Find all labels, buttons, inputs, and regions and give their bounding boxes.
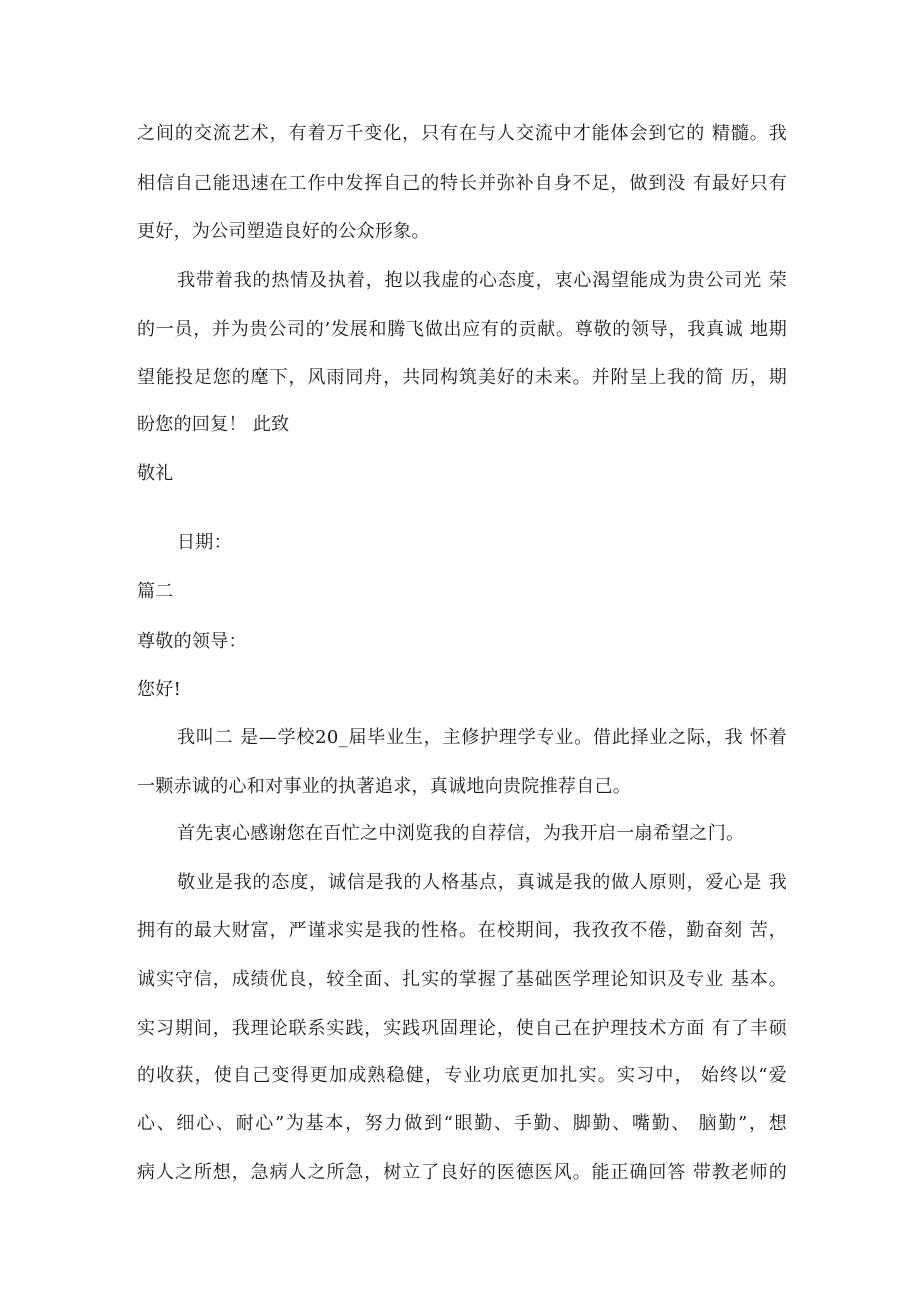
text-line: 诚实守信，成绩优良，较全面、扎实的掌握了基础医学理论知识及专业 基本。 — [137, 969, 787, 990]
date-label: 日期： — [177, 532, 232, 553]
text-line: 更好，为公司塑造良好的公众形象。 — [137, 221, 430, 242]
text-line: 的一员，并为贵公司的’发展和腾飞做出应有的贡献。尊敬的领导，我真诚 地期 — [137, 319, 787, 340]
text-line: 心、细心、耐心”为基本，努力做到“眼勤、手勤、脚勤、嘴勤、 脑勤”，想 — [137, 1113, 787, 1134]
text-line: 一颗赤诚的心和对事业的执著追求，真诚地向贵院推荐自己。 — [137, 776, 632, 797]
letter-salutation: 尊敬的领导： — [137, 631, 247, 652]
text-line: 我带着我的热情及执着，抱以我虚的心态度，衷心渴望能成为贵公司光 荣 — [177, 270, 787, 291]
text-line: 首先衷心感谢您在百忙之中浏览我的自荐信，为我开启一扇希望之门。 — [177, 823, 745, 844]
text-line: 敬业是我的态度，诚信是我的人格基点，真诚是我的做人原则，爱心是 我 — [177, 872, 787, 893]
text-line: 实习期间，我理论联系实践，实践巩固理论，使自己在护理技术方面 有了丰硕 — [137, 1018, 787, 1039]
text-line: 拥有的最大财富，严谨求实是我的性格。在校期间，我孜孜不倦，勤奋刻 苦， — [137, 920, 787, 941]
text-line: 病人之所想，急病人之所急，树立了良好的医德医风。能正确回答 带教老师的 — [137, 1162, 787, 1183]
section-heading: 篇二 — [137, 581, 174, 602]
text-line: 望能投足您的麾下，风雨同舟，共同构筑美好的未来。并附呈上我的简 历，期 — [137, 367, 787, 388]
greeting: 您好! — [137, 679, 182, 700]
text-line: 的收获，使自己变得更加成熟稳健，专业功底更加扎实。实习中， 始终以“爱 — [137, 1065, 787, 1086]
text-line: 盼您的回复！ 此致 — [137, 414, 290, 435]
text-line: 之间的交流艺术，有着万千变化，只有在与人交流中才能体会到它的 精髓。我 — [137, 123, 787, 144]
text-line: 相信自己能迅速在工作中发挥自己的特长并弥补自身不足，做到没 有最好只有 — [137, 173, 787, 194]
text-line: 我叫二 是—学校20_届毕业生，主修护理学专业。借此择业之际，我 怀着 — [177, 727, 787, 748]
closing-salutation: 敬礼 — [137, 463, 174, 484]
